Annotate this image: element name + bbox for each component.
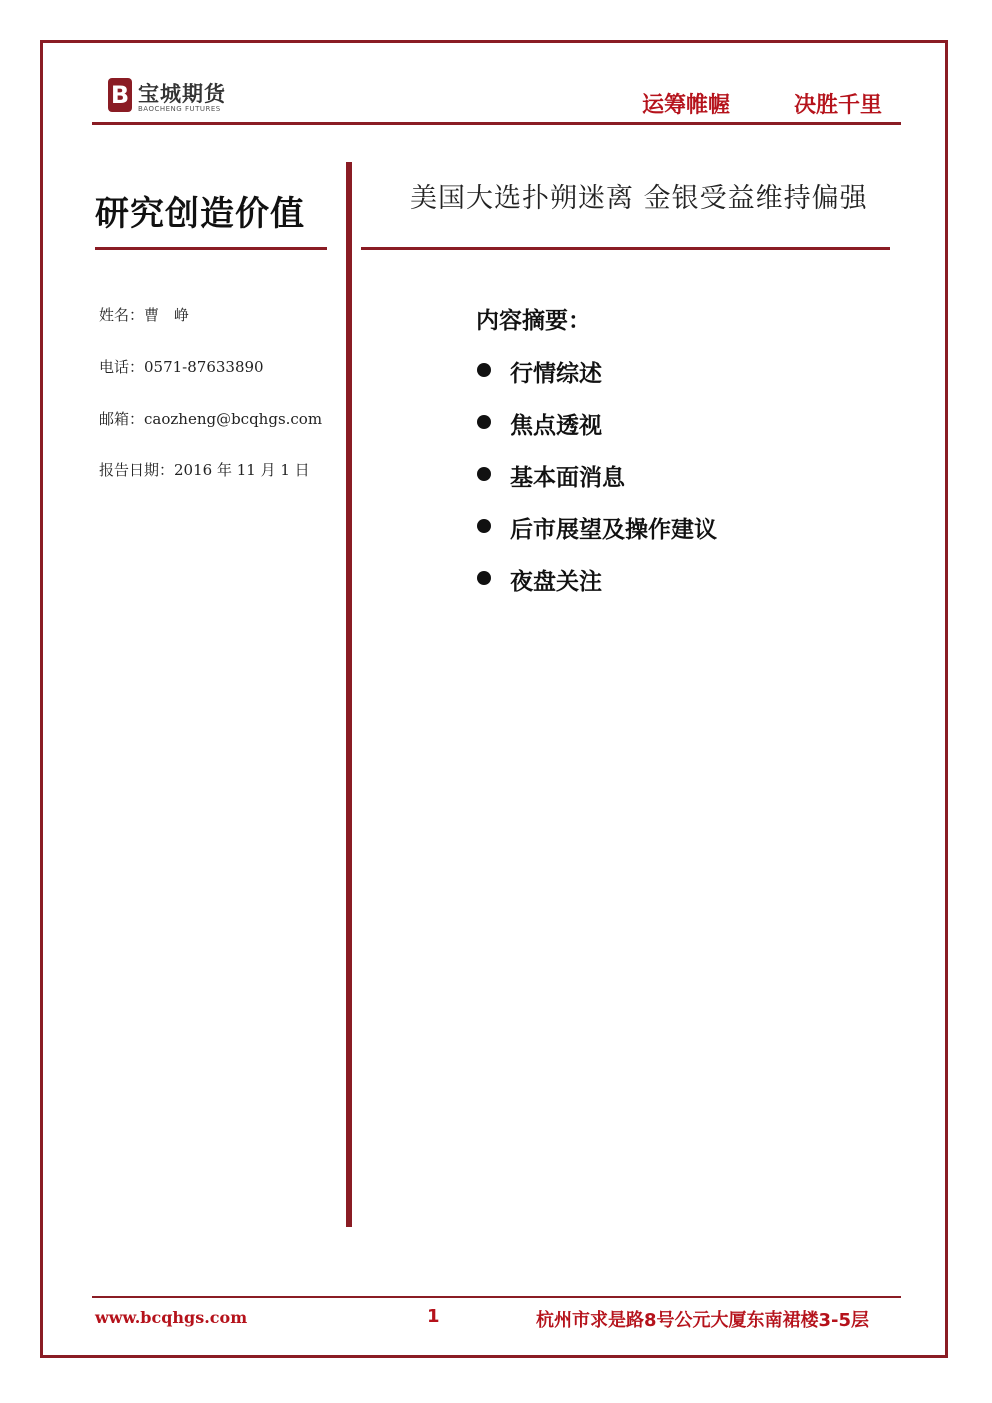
logo-chinese-name: 宝城期货 <box>138 82 226 106</box>
author-email: 邮箱：caozheng@bcqhgs.com <box>99 410 323 428</box>
report-title-underline <box>361 247 890 250</box>
left-column-title: 研究创造价值 <box>95 194 305 234</box>
report-date: 报告日期：2016 年 11 月 1 日 <box>99 461 310 479</box>
page-number: 1 <box>427 1306 440 1327</box>
bullet-icon <box>477 467 491 481</box>
summary-item-label: 后市展望及操作建议 <box>510 517 717 543</box>
bullet-icon <box>477 415 491 429</box>
footer-divider <box>92 1296 901 1298</box>
footer-website: www.bcqhgs.com <box>95 1308 248 1327</box>
logo-english-name: BAOCHENG FUTURES <box>138 105 221 113</box>
slogan-right: 决胜千里 <box>794 93 883 118</box>
company-logo <box>108 78 248 114</box>
logo-mark: B <box>108 78 132 112</box>
summary-heading: 内容摘要： <box>476 308 591 334</box>
header-divider <box>92 122 901 125</box>
footer-address: 杭州市求是路8号公元大厦东南裙楼3-5层 <box>536 1310 870 1331</box>
summary-item-label: 焦点透视 <box>510 413 602 439</box>
bullet-icon <box>477 519 491 533</box>
summary-item-label: 基本面消息 <box>510 465 625 491</box>
bullet-icon <box>477 571 491 585</box>
author-name: 姓名：曹 峥 <box>99 306 190 324</box>
author-phone: 电话：0571-87633890 <box>99 358 264 376</box>
page-frame <box>40 40 948 1358</box>
left-title-underline <box>95 247 327 250</box>
vertical-divider <box>346 162 352 1227</box>
slogan-left: 运筹帷幄 <box>642 93 731 118</box>
summary-item-label: 行情综述 <box>510 361 602 387</box>
summary-item-label: 夜盘关注 <box>510 569 602 595</box>
report-title: 美国大选扑朔迷离 金银受益维持偏强 <box>410 183 868 214</box>
bullet-icon <box>477 363 491 377</box>
